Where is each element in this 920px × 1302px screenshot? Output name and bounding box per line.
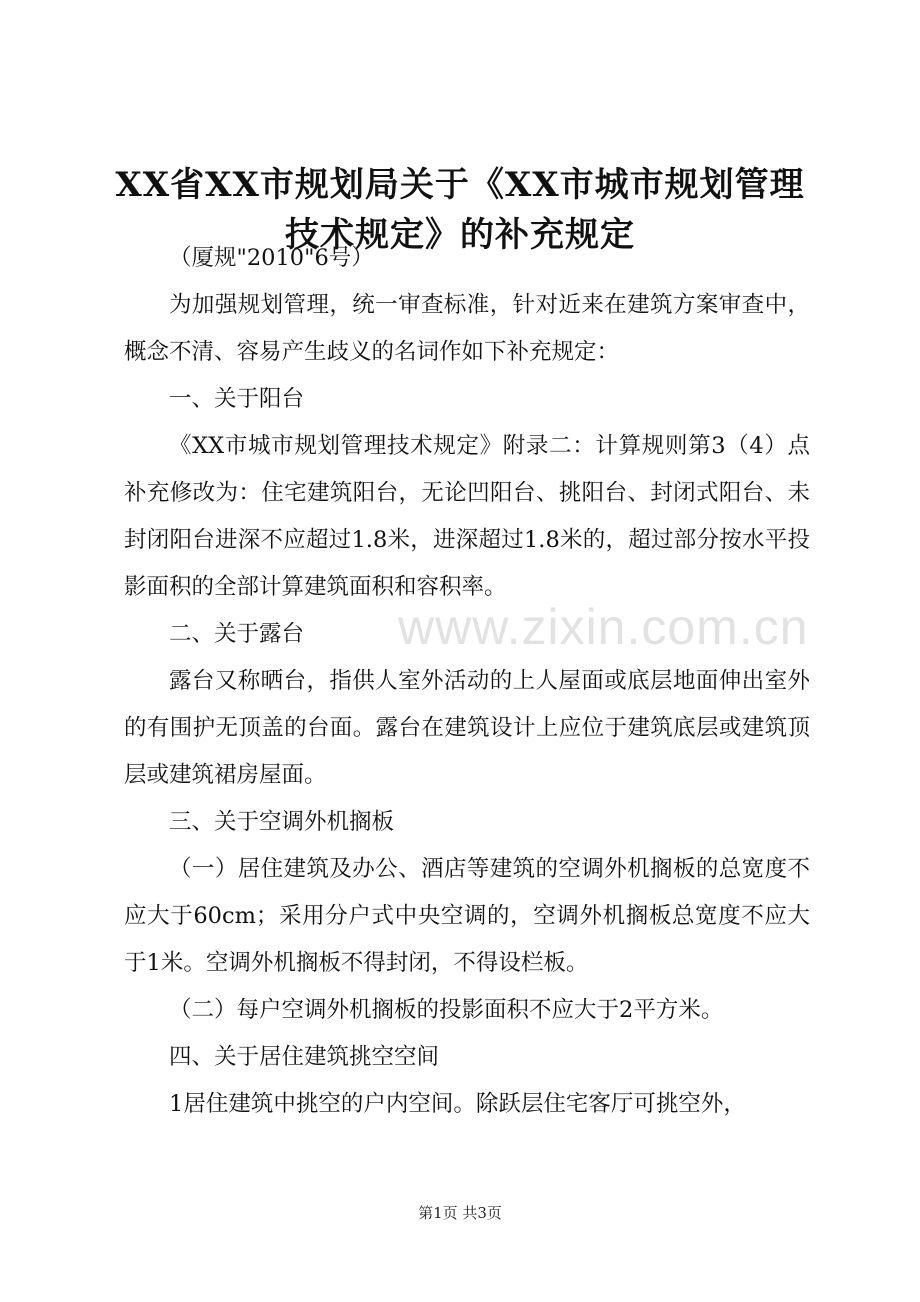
section-heading-balcony: 一、关于阳台 [169, 386, 305, 412]
intro-paragraph: 为加强规划管理，统一审查标准，针对近来在建筑方案审查中，概念不清、容易产生歧义的名词作如下补充规定： [124, 292, 810, 365]
page-footer: 第1页 共3页 [418, 1204, 502, 1222]
section-heading-ac-shelf: 三、关于空调外机搁板 [169, 809, 395, 835]
watermark: www.zixin.com.cn [398, 599, 809, 655]
ac-shelf-paragraph-1: （一）居住建筑及办公、酒店等建筑的空调外机搁板的总宽度不应大于60cm；采用分户式中央空调的，空调外机搁板总宽度不应大于1米。空调外机搁板不得封闭，不得设栏板。 [124, 856, 810, 976]
section-heading-void-space: 四、关于居住建筑挑空空间 [169, 1044, 440, 1070]
document-body [124, 235, 810, 1128]
document-title: XX省XX市规划局关于《XX市城市规划管理技术规定》的补充规定 [115, 165, 805, 255]
section-heading-terrace: 二、关于露台 [169, 621, 305, 647]
terrace-paragraph: 露台又称晒台，指供人室外活动的上人屋面或底层地面伸出室外的有围护无顶盖的台面。露台在建筑设计上应位于建筑底层或建筑顶层或建筑裙房屋面。 [124, 668, 810, 788]
void-space-paragraph: 1居住建筑中挑空的户内空间。除跃层住宅客厅可挑空外， [169, 1091, 746, 1117]
document-number: （厦规"2010"6号） [169, 245, 374, 271]
balcony-paragraph: 《XX市城市规划管理技术规定》附录二：计算规则第3（4）点补充修改为：住宅建筑阳台，无论凹阳台、挑阳台、封闭式阳台、未封闭阳台进深不应超过1.8米，进深超过1.8米的，超过部分按水平投影面积的全部计算建筑面积和容积率。 [124, 433, 810, 600]
ac-shelf-paragraph-2: （二）每户空调外机搁板的投影面积不应大于2平方米。 [169, 997, 724, 1023]
